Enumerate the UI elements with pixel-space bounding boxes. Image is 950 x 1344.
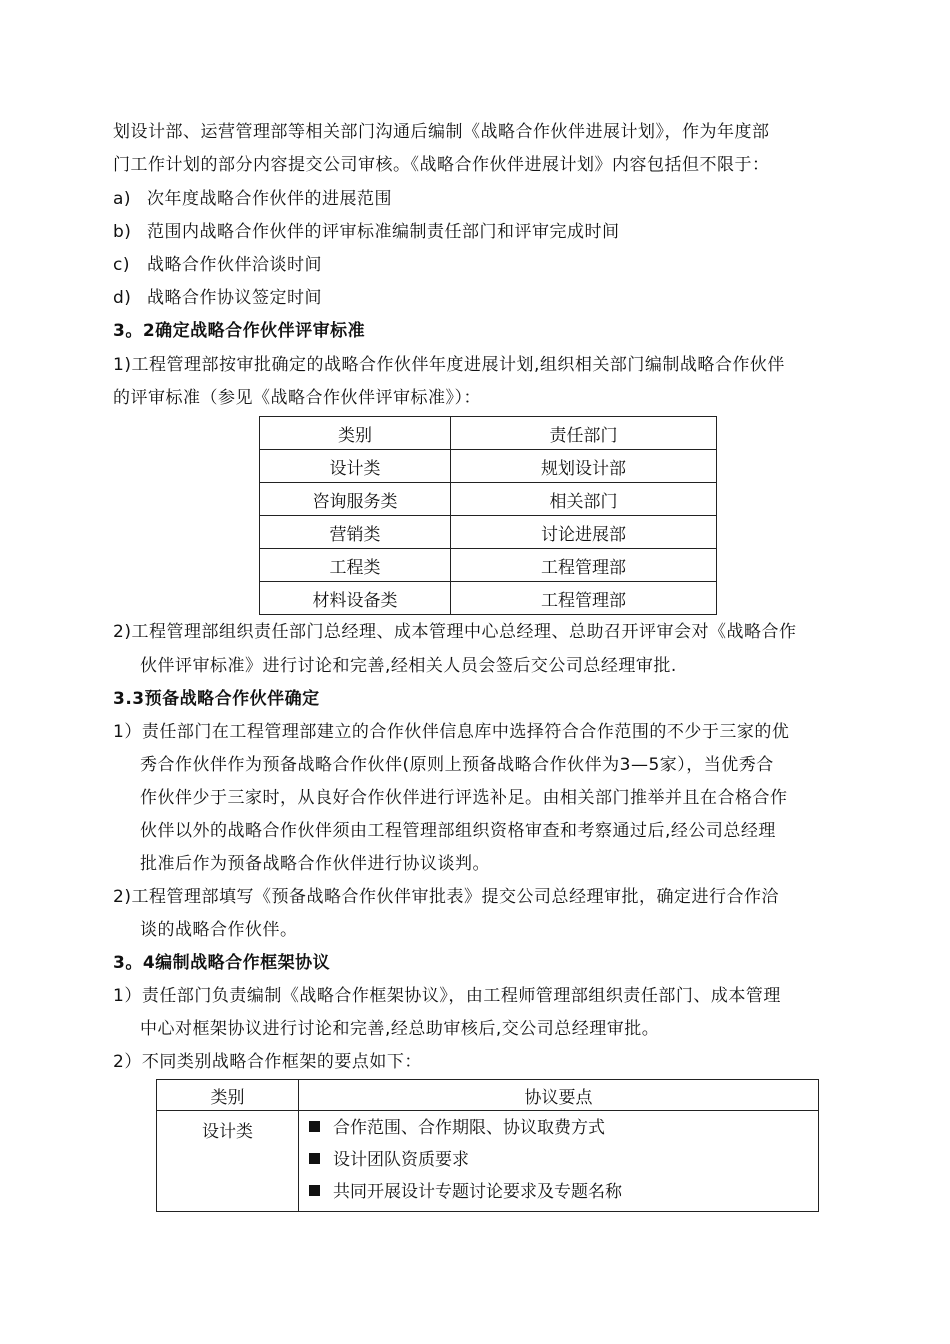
cell-category: 咨询服务类	[260, 483, 451, 516]
intro-line-1: 划设计部、运营管理部等相关部门沟通后编制《战略合作伙伴进展计划》，作为年度部	[113, 122, 770, 142]
cell-department: 相关部门	[451, 483, 717, 516]
item-label: a)	[113, 189, 132, 209]
s32-p1-line-2: 的评审标准（参见《战略合作伙伴评审标准》）：	[113, 388, 481, 408]
point-item	[309, 1117, 818, 1149]
s32-p2-line-2: 伙伴评审标准》进行讨论和完善,经相关人员会签后交公司总经理审批.	[140, 656, 677, 676]
s33-p1-line-3: 作伙伴少于三家时，从良好合作伙伴进行评选补足。由相关部门推举并且在合格合作	[140, 788, 788, 808]
table-row	[260, 450, 717, 483]
item-label: d)	[113, 288, 132, 308]
s32-p1-line-1: 1)工程管理部按审批确定的战略合作伙伴年度进展计划,组织相关部门编制战略合作伙伴	[113, 355, 785, 375]
header-points: 协议要点	[299, 1080, 819, 1111]
table-header-row	[157, 1080, 819, 1111]
item-label: b)	[113, 222, 132, 242]
s34-p1-line-1: 1）责任部门负责编制《战略合作框架协议》，由工程师管理部组织责任部门、成本管理	[113, 986, 781, 1006]
point-item	[309, 1149, 818, 1181]
cell-department: 工程管理部	[451, 549, 717, 582]
cell-department: 讨论进展部	[451, 516, 717, 549]
square-bullet-icon	[309, 1121, 320, 1132]
s33-p1-line-5: 批准后作为预备战略合作伙伴进行协议谈判。	[140, 854, 490, 874]
cell-category: 营销类	[260, 516, 451, 549]
section-3-3-heading: 3.3预备战略合作伙伴确定	[113, 689, 320, 709]
header-department: 责任部门	[451, 417, 717, 450]
point-text: 合作范围、合作期限、协议取费方式	[333, 1118, 605, 1138]
item-text: 战略合作协议签定时间	[147, 288, 322, 308]
item-text: 范围内战略合作伙伴的评审标准编制责任部门和评审完成时间	[147, 222, 620, 242]
table-row	[260, 549, 717, 582]
table-header-row	[260, 417, 717, 450]
table-row	[260, 483, 717, 516]
section-3-2-heading: 3。2确定战略合作伙伴评审标准	[113, 321, 366, 341]
cell-category: 材料设备类	[260, 582, 451, 615]
cell-department: 工程管理部	[451, 582, 717, 615]
table-row	[260, 516, 717, 549]
intro-line-2: 门工作计划的部分内容提交公司审核。《战略合作伙伴进展计划》内容包括但不限于：	[113, 155, 770, 175]
square-bullet-icon	[309, 1153, 320, 1164]
s33-p1-line-4: 伙伴以外的战略合作伙伴须由工程管理部组织资格审查和考察通过后,经公司总经理	[140, 821, 776, 841]
s34-p2: 2）不同类别战略合作框架的要点如下：	[113, 1052, 422, 1072]
s33-p1-line-1: 1）责任部门在工程管理部建立的合作伙伴信息库中选择符合合作范围的不少于三家的优	[113, 722, 790, 742]
framework-points-table	[156, 1079, 819, 1212]
cell-category: 工程类	[260, 549, 451, 582]
table-row	[157, 1111, 819, 1212]
cell-category: 设计类	[260, 450, 451, 483]
cell-category: 设计类	[157, 1111, 299, 1212]
s33-p2-line-1: 2)工程管理部填写《预备战略合作伙伴审批表》提交公司总经理审批，确定进行合作洽	[113, 887, 779, 907]
point-text: 设计团队资质要求	[333, 1150, 469, 1170]
s33-p1-line-2: 秀合作伙伴作为预备战略合作伙伴(原则上预备战略合作伙伴为3—5家），当优秀合	[140, 755, 774, 775]
item-label: c)	[113, 255, 130, 275]
s34-p1-line-2: 中心对框架协议进行讨论和完善,经总助审核后,交公司总经理审批。	[140, 1019, 660, 1039]
review-standard-table	[259, 416, 717, 615]
s32-p2-line-1: 2)工程管理部组织责任部门总经理、成本管理中心总经理、总助召开评审会对《战略合作	[113, 622, 797, 642]
table-row	[260, 582, 717, 615]
s33-p2-line-2: 谈的战略合作伙伴。	[140, 920, 298, 940]
cell-department: 规划设计部	[451, 450, 717, 483]
square-bullet-icon	[309, 1185, 320, 1196]
cell-points	[299, 1111, 819, 1212]
section-3-4-heading: 3。4编制战略合作框架协议	[113, 953, 331, 973]
item-text: 战略合作伙伴洽谈时间	[147, 255, 322, 275]
point-text: 共同开展设计专题讨论要求及专题名称	[333, 1182, 622, 1202]
point-item	[309, 1181, 818, 1207]
item-text: 次年度战略合作伙伴的进展范围	[147, 189, 392, 209]
header-category: 类别	[260, 417, 451, 450]
header-category: 类别	[157, 1080, 299, 1111]
